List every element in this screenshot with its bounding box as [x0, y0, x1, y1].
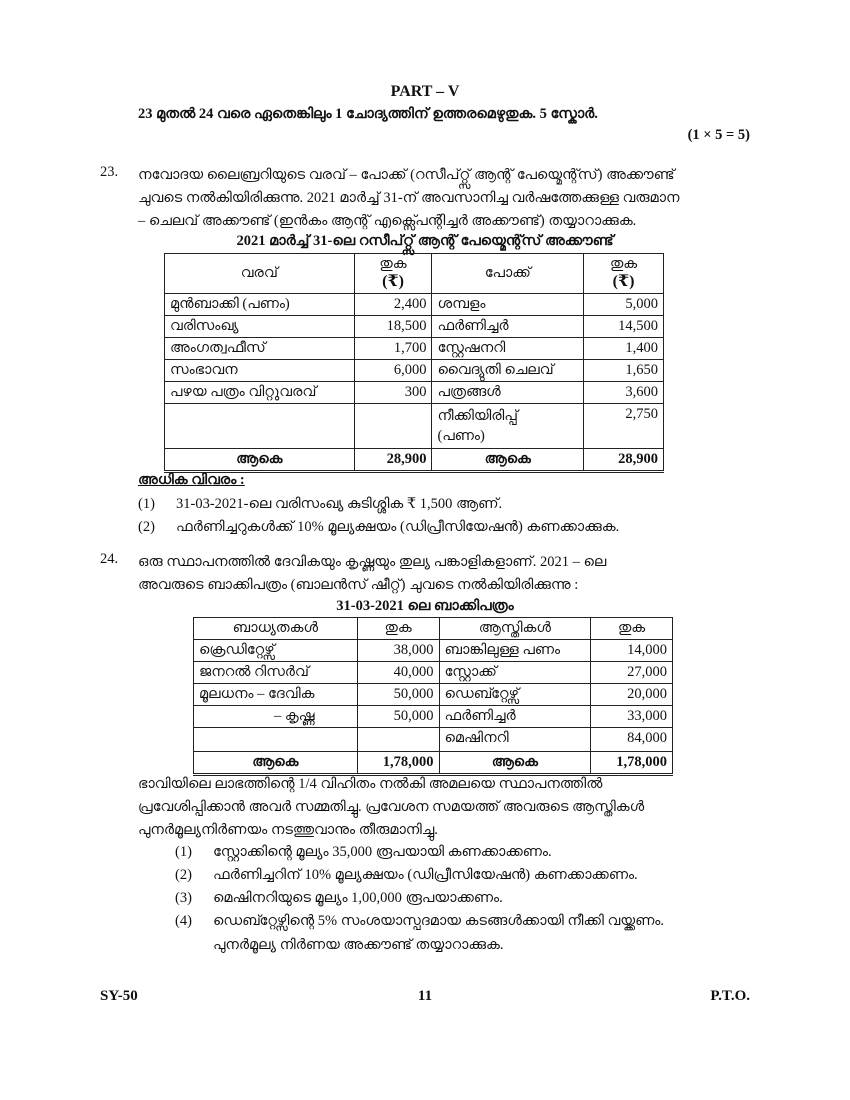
- asset-cell: ഡെബ്റ്റേഴ്സ്: [439, 684, 591, 706]
- col-receipts: വരവ്: [165, 254, 355, 294]
- table-row: [165, 294, 664, 316]
- q24-number: 24.: [100, 551, 119, 567]
- list-item: (2) ഫർണിച്ചറുകൾക്ക് 10% മൂല്യക്ഷയം (ഡിപ്രീസിയേഷൻ) കണക്കാക്കുക.: [138, 519, 620, 535]
- table-row: [165, 382, 664, 404]
- q23-table-title: 2021 മാർച്ച് 31-ലെ റസീപ്റ്റ്സ് ആന്റ് പേയ്മെന്റ്സ് അക്കൗണ്ട്: [236, 233, 614, 249]
- table-row: [194, 728, 673, 752]
- asset-amount: 84,000: [591, 728, 673, 752]
- liability-cell: – കൃഷ്ണ: [194, 706, 358, 728]
- balance-sheet-table: [193, 617, 673, 776]
- total-label: ആകെ: [194, 752, 358, 775]
- empty-cell: [165, 404, 355, 449]
- q24-conditions: [175, 841, 664, 933]
- payment-amount: 3,600: [584, 382, 664, 404]
- q24-text: [138, 551, 750, 597]
- total-row: [194, 752, 673, 775]
- part-heading: PART – V: [390, 83, 460, 100]
- receipt-amount: 6,000: [354, 360, 432, 382]
- payment-amount: 5,000: [584, 294, 664, 316]
- receipt-amount: 1,700: [354, 338, 432, 360]
- liability-amount: [357, 728, 439, 752]
- q23-number: 23.: [100, 164, 119, 180]
- total-row: [165, 449, 664, 472]
- table-header-row: [165, 254, 664, 294]
- receipts-payments-table: [164, 253, 664, 473]
- payment-amount: 1,650: [584, 360, 664, 382]
- footer-code: SY-50: [100, 988, 138, 1004]
- receipt-cell: സംഭാവന: [165, 360, 355, 382]
- q24-after-line-2: പ്രവേശിപ്പിക്കാൻ അവർ സമ്മതിച്ചു. പ്രവേശന സമയത്ത് അവരുടെ ആസ്തികൾ: [138, 799, 645, 815]
- q23-text: [138, 164, 750, 233]
- q24-after-line-3: പുനർമൂല്യനിർണയം നടത്തുവാനും തീരുമാനിച്ചു.: [138, 822, 438, 838]
- asset-cell: സ്റ്റോക്ക്: [439, 662, 591, 684]
- q23-line-3: – ചെലവ് അക്കൗണ്ട് (ഇൻകം ആന്റ് എക്സ്പെന്റിച്ചർ അക്കൗണ്ട്) തയ്യാറാക്കുക.: [138, 213, 637, 229]
- table-row: [165, 404, 664, 449]
- total-receipts: 28,900: [354, 449, 432, 472]
- q23-line-2: ചുവടെ നൽകിയിരിക്കുന്നു. 2021 മാർച്ച് 31-ന് അവസാനിച്ച വർഷത്തേക്കുള്ള വരുമാന: [138, 190, 680, 206]
- liability-amount: 50,000: [357, 706, 439, 728]
- payment-cell: ഫർണിച്ചർ: [432, 316, 584, 338]
- closing-balance-cell: നീക്കിയിരിപ്പ് (പണം): [432, 404, 584, 449]
- receipt-cell: അംഗത്വഫീസ്: [165, 338, 355, 360]
- q23-line-1: നവോദയ ലൈബ്രറിയുടെ വരവ് – പോക്ക് (റസീപ്റ്റ്സ് ആന്റ് പേയ്മെന്റ്സ്) അക്കൗണ്ട്: [138, 167, 675, 183]
- asset-cell: മെഷിനറി: [439, 728, 591, 752]
- receipt-amount: 18,500: [354, 316, 432, 338]
- list-item: (2) ഫർണിച്ചറിന് 10% മൂല്യക്ഷയം (ഡിപ്രീസിയേഷൻ) കണക്കാക്കണം.: [175, 867, 638, 883]
- total-payments: 28,900: [584, 449, 664, 472]
- table-header-row: [194, 618, 673, 640]
- closing-balance-amount: 2,750: [584, 404, 664, 449]
- table-row: [165, 360, 664, 382]
- liability-cell: മൂലധനം – ദേവിക: [194, 684, 358, 706]
- table-row: [194, 640, 673, 662]
- liability-amount: 50,000: [357, 684, 439, 706]
- col-amount-1: തുക (₹): [354, 254, 432, 294]
- receipt-cell: മുൻബാക്കി (പണം): [165, 294, 355, 316]
- payment-cell: സ്റ്റേഷനറി: [432, 338, 584, 360]
- table-row: [194, 684, 673, 706]
- q24-line-1: ഒരു സ്ഥാപനത്തിൽ ദേവികയും കൃഷ്ണയും തുല്യ പങ്കാളികളാണ്. 2021 – ലെ: [138, 554, 607, 570]
- list-item: (3) മെഷിനറിയുടെ മൂല്യം 1,00,000 രൂപയാക്കണം.: [175, 890, 503, 906]
- empty-cell: [354, 404, 432, 449]
- receipt-amount: 2,400: [354, 294, 432, 316]
- asset-cell: ബാങ്കിലുള്ള പണം: [439, 640, 591, 662]
- total-label: ആകെ: [432, 449, 584, 472]
- receipt-amount: 300: [354, 382, 432, 404]
- additional-info-heading: അധിക വിവരം :: [138, 472, 245, 488]
- total-label: ആകെ: [439, 752, 591, 775]
- table-row: [194, 706, 673, 728]
- col-payments: പോക്ക്: [432, 254, 584, 294]
- liability-amount: 40,000: [357, 662, 439, 684]
- asset-amount: 20,000: [591, 684, 673, 706]
- q24-table-title: 31-03-2021 ലെ ബാക്കിപത്രം: [336, 598, 514, 614]
- liability-amount: 38,000: [357, 640, 439, 662]
- q24-final-instruction: പുനർമൂല്യ നിർണയ അക്കൗണ്ട് തയ്യാറാക്കുക.: [213, 937, 504, 953]
- asset-amount: 27,000: [591, 662, 673, 684]
- receipt-cell: വരിസംഖ്യ: [165, 316, 355, 338]
- page-number: 11: [417, 988, 433, 1004]
- table-row: [165, 338, 664, 360]
- footer-pto: P.T.O.: [710, 988, 750, 1004]
- total-assets: 1,78,000: [591, 752, 673, 775]
- payment-cell: ശമ്പളം: [432, 294, 584, 316]
- liability-cell: ക്രെഡിറ്റേഴ്സ്: [194, 640, 358, 662]
- receipt-cell: പഴയ പത്രം വിറ്റുവരവ്: [165, 382, 355, 404]
- list-item: (1) സ്റ്റോക്കിന്റെ മൂല്യം 35,000 രൂപയായി കണക്കാക്കണം.: [175, 844, 552, 860]
- list-item: (1) 31-03-2021-ലെ വരിസംഖ്യ കുടിശ്ശിക ₹ 1,500 ആണ്.: [138, 496, 503, 512]
- payment-amount: 14,500: [584, 316, 664, 338]
- table-row: [165, 316, 664, 338]
- liability-cell: ജനറൽ റിസർവ്: [194, 662, 358, 684]
- liability-cell: [194, 728, 358, 752]
- col-assets: ആസ്തികൾ: [439, 618, 591, 640]
- instruction-line: 23 മുതൽ 24 വരെ ഏതെങ്കിലും 1 ചോദ്യത്തിന് ഉത്തരമെഴുതുക. 5 സ്കോർ.: [138, 106, 598, 122]
- q23-notes: [138, 493, 619, 539]
- list-item: (4) ഡെബ്റ്റേഴ്സിന്റെ 5% സംശയാസ്പദമായ കടങ്ങൾക്കായി നീക്കി വയ്ക്കണം.: [175, 913, 665, 929]
- payment-cell: പത്രങ്ങൾ: [432, 382, 584, 404]
- q24-line-2: അവരുടെ ബാക്കിപത്രം (ബാലൻസ് ഷീറ്റ്) ചുവടെ നൽകിയിരിക്കുന്നു :: [138, 577, 579, 593]
- col-amount-1: തുക: [357, 618, 439, 640]
- total-label: ആകെ: [165, 449, 355, 472]
- col-amount-2: തുക (₹): [584, 254, 664, 294]
- col-liabilities: ബാധ്യതകൾ: [194, 618, 358, 640]
- asset-amount: 33,000: [591, 706, 673, 728]
- asset-cell: ഫർണിച്ചർ: [439, 706, 591, 728]
- col-amount-2: തുക: [591, 618, 673, 640]
- table-row: [194, 662, 673, 684]
- payment-amount: 1,400: [584, 338, 664, 360]
- q24-after-line-1: ഭാവിയിലെ ലാഭത്തിന്റെ 1/4 വിഹിതം നൽകി അമലയെ സ്ഥാപനത്തിൽ: [138, 776, 603, 792]
- marks-allocation: (1 × 5 = 5): [687, 127, 750, 143]
- payment-cell: വൈദ്യുതി ചെലവ്: [432, 360, 584, 382]
- asset-amount: 14,000: [591, 640, 673, 662]
- total-liabilities: 1,78,000: [357, 752, 439, 775]
- q24-admission-text: [138, 773, 750, 842]
